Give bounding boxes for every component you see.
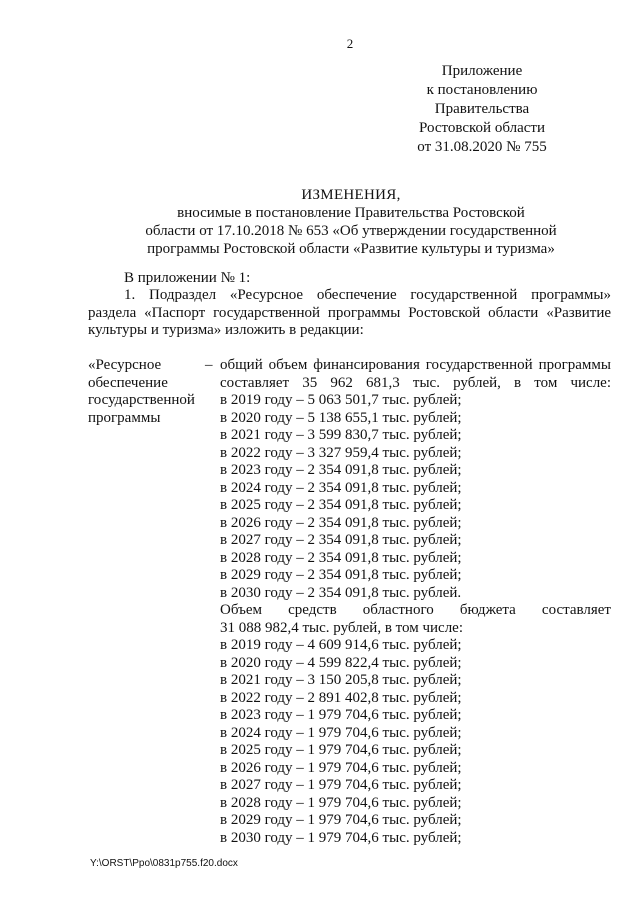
regional-year-line: в 2021 году – 3 150 205,8 тыс. рублей;	[220, 672, 462, 688]
total-year-line: в 2019 году – 5 063 501,7 тыс. рублей;	[220, 392, 462, 408]
total-years-list	[220, 392, 611, 602]
regional-year-line: в 2025 году – 1 979 704,6 тыс. рублей;	[220, 742, 462, 758]
total-intro: общий объем финансирования государственной программы составляет 35 962 681,3 тыс. рублей, в том числе:	[220, 357, 611, 391]
title-line: программы Ростовской области «Развитие культуры и туризма»	[147, 241, 555, 257]
resource-content	[220, 357, 611, 847]
title-heading: ИЗМЕНЕНИЯ,	[301, 187, 401, 203]
regional-year-line: в 2020 году – 4 599 822,4 тыс. рублей;	[220, 654, 462, 671]
regional-year-line: в 2028 году – 1 979 704,6 тыс. рублей;	[220, 794, 462, 811]
total-year-line: в 2029 году – 2 354 091,8 тыс. рублей;	[220, 567, 462, 583]
regional-year-line: в 2026 году – 1 979 704,6 тыс. рублей;	[220, 759, 462, 776]
total-year-line: в 2030 году – 2 354 091,8 тыс. рублей.	[220, 584, 462, 601]
total-year-line: в 2022 году – 3 327 959,4 тыс. рублей;	[220, 444, 462, 461]
total-year-line: в 2024 году – 2 354 091,8 тыс. рублей;	[220, 479, 462, 496]
document-title	[66, 186, 636, 258]
appendix-line: Правительства	[434, 101, 530, 117]
appendix-line: к постановлению	[426, 82, 538, 98]
total-year-line: в 2025 году – 2 354 091,8 тыс. рублей;	[220, 497, 462, 513]
total-year-line: в 2026 году – 2 354 091,8 тыс. рублей;	[220, 514, 462, 531]
appendix-line: от 31.08.2020 № 755	[417, 139, 547, 155]
regional-year-line: в 2029 году – 1 979 704,6 тыс. рублей;	[220, 812, 462, 828]
intro-text: В приложении № 1:	[124, 270, 251, 286]
resource-label: «Ресурсное обеспечение государственной программы	[88, 357, 195, 426]
total-year-line: в 2023 году – 2 354 091,8 тыс. рублей;	[220, 462, 462, 478]
regional-year-line: в 2022 году – 2 891 402,8 тыс. рублей;	[220, 689, 462, 706]
appendix-line: Приложение	[441, 63, 523, 79]
total-year-line: в 2020 году – 5 138 655,1 тыс. рублей;	[220, 409, 462, 426]
regional-intro: Объем средств областного бюджета составляет	[220, 602, 611, 618]
regional-year-line: в 2030 году – 1 979 704,6 тыс. рублей;	[220, 829, 462, 846]
file-path-footer: Y:\ORST\Ppo\0831p755.f20.docx	[90, 858, 238, 869]
item-paragraph: 1. Подраздел «Ресурсное обеспечение государственной программы» раздела «Паспорт государственной программы Ростовской области «Развитие культуры и туризма» изложить в редакции:	[88, 287, 611, 338]
regional-year-line: в 2024 году – 1 979 704,6 тыс. рублей;	[220, 724, 462, 741]
regional-years-list	[220, 637, 611, 847]
title-line: вносимые в постановление Правительства Ростовской	[177, 205, 525, 221]
regional-year-line: в 2027 году – 1 979 704,6 тыс. рублей;	[220, 777, 462, 793]
total-year-line: в 2021 году – 3 599 830,7 тыс. рублей;	[220, 427, 462, 443]
title-line: области от 17.10.2018 № 653 «Об утверждении государственной	[145, 223, 557, 239]
page-number: 2	[346, 36, 354, 51]
appendix-block	[382, 62, 582, 157]
regional-year-line: в 2023 году – 1 979 704,6 тыс. рублей;	[220, 707, 462, 723]
regional-year-line: в 2019 году – 4 609 914,6 тыс. рублей;	[220, 637, 462, 653]
total-year-line: в 2027 году – 2 354 091,8 тыс. рублей;	[220, 532, 462, 548]
total-year-line: в 2028 году – 2 354 091,8 тыс. рублей;	[220, 549, 462, 566]
resource-dash: –	[205, 357, 213, 373]
regional-intro-line2: 31 088 982,4 тыс. рублей, в том числе:	[220, 619, 464, 636]
appendix-line: Ростовской области	[419, 120, 545, 136]
